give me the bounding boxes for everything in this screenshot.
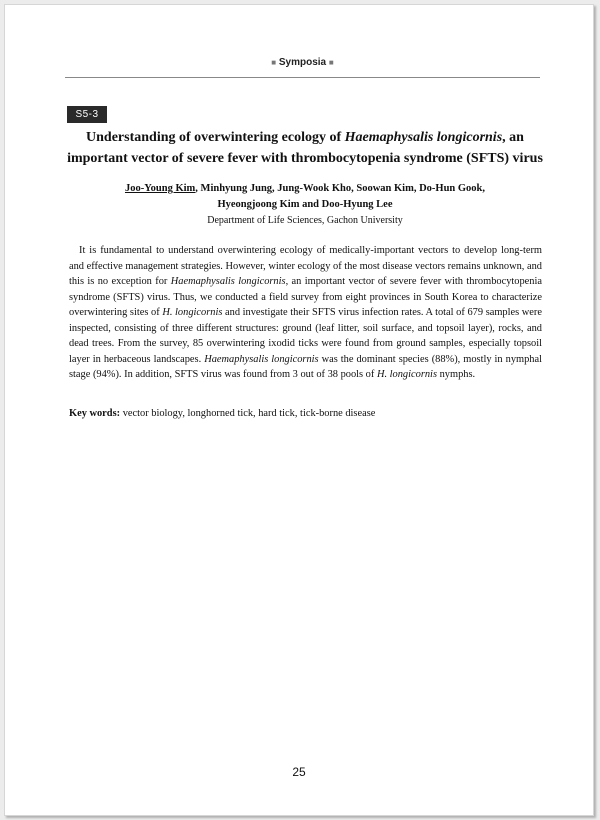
- abstract-species-1: Haemaphysalis longicornis: [170, 276, 286, 287]
- document-page: [4, 4, 594, 816]
- co-authors-line-1: , Minhyung Jung, Jung-Wook Kho, Soowan Kim, Do-Hun Gook,: [195, 183, 486, 194]
- abstract-text-1: It is fundamental to understand overwintering ecology of medically-important vectors to develop long-term and effective management strategies. However, winter ecology of the most disease vectors remains unknown, and this is no exception for: [69, 245, 542, 287]
- title-post: , an important vector of severe fever with thrombocytopenia syndrome (SFTS) virus: [67, 130, 543, 166]
- author-line-1: [65, 181, 545, 197]
- author-block: [65, 181, 545, 229]
- co-authors-line-2: Hyeongjoong Kim and Doo-Hyung Lee: [217, 199, 393, 210]
- section-header: [65, 57, 540, 68]
- abstract-species-4: H. longicornis: [376, 369, 437, 380]
- header-divider: [65, 77, 540, 78]
- page-number: 25: [292, 765, 306, 779]
- abstract-text-2: , an important vector of severe fever with thrombocytopenia syndrome (SFTS) virus. Thus, we conducted a field survey from eight provinces in South Korea to characterize overwintering sites of: [69, 276, 542, 318]
- abstract-body: [69, 243, 542, 383]
- keywords: [69, 406, 542, 421]
- session-code-badge: S5-3: [67, 106, 107, 123]
- presenting-author: Joo-Young Kim: [124, 183, 196, 194]
- keywords-label: Key words:: [69, 408, 121, 419]
- paper-title: [65, 127, 545, 169]
- abstract-text-3: and investigate their SFTS virus infection rates. A total of 679 samples were inspected, consisting of three different structures: ground (leaf litter, soil surface, and topsoil layer), rocks, and dead trees. From the survey, 85 overwintering ixodid ticks were found from ground samples, especially topsoil layer in herbaceous landscapes.: [69, 307, 542, 365]
- header-label: Symposia: [278, 57, 327, 68]
- keywords-text: vector biology, longhorned tick, hard tick, tick-borne disease: [120, 408, 376, 419]
- header-marker-right: ■: [328, 58, 334, 67]
- header-marker-left: ■: [271, 58, 277, 67]
- abstract-species-3: Haemaphysalis longicornis: [204, 353, 319, 365]
- affiliation: Department of Life Sciences, Gachon University: [207, 215, 403, 226]
- title-species: Haemaphysalis longicornis: [344, 130, 503, 145]
- abstract-text-4: was the dominant species (88%), mostly in nymphal stage (94%). In addition, SFTS virus was found from 3 out of 38 pools of: [69, 353, 542, 380]
- abstract-text-5: nymphs.: [437, 369, 476, 380]
- abstract-species-2: H. longicornis: [162, 307, 223, 318]
- title-pre: Understanding of overwintering ecology of: [86, 130, 345, 145]
